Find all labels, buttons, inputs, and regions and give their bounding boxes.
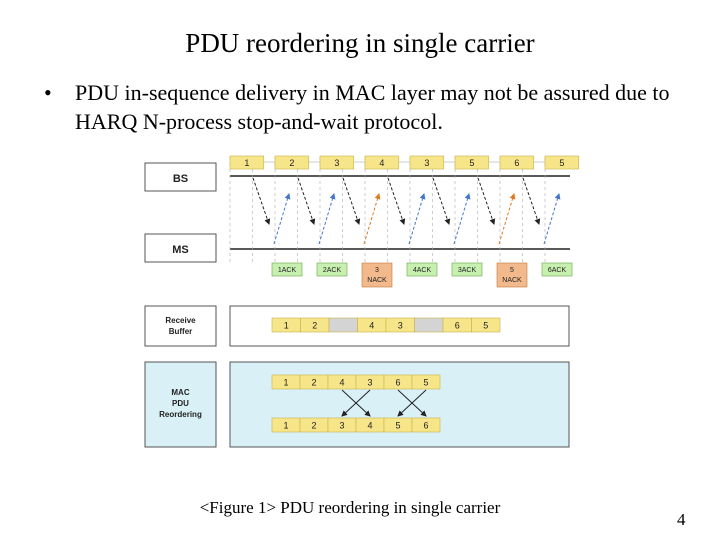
ack-label: 2ACK	[322, 267, 342, 274]
buffer-empty-cell	[415, 318, 444, 332]
nack-label: 3	[375, 267, 379, 274]
nack-arrow	[499, 194, 514, 244]
buffer-cell-label: 1	[283, 320, 289, 331]
reorder-before-label: 1	[283, 377, 289, 388]
buffer-cell-label: 3	[397, 320, 403, 331]
data-arrow	[253, 178, 269, 224]
data-arrow	[478, 178, 494, 224]
reorder-after-label: 2	[311, 420, 317, 431]
receive-buffer-label: Buffer	[168, 327, 193, 336]
bullet-text: PDU in-sequence delivery in MAC layer may not be assured due to HARQ N-process stop-and-wait protocol.	[75, 80, 670, 134]
nack-label: 5	[510, 267, 514, 274]
ack-arrow	[319, 194, 334, 244]
buffer-cell-label: 6	[454, 320, 460, 331]
ack-arrow	[409, 194, 424, 244]
tx-pdu-label: 3	[424, 158, 430, 168]
reorder-after-label: 4	[367, 420, 373, 431]
receive-buffer-label-box	[145, 306, 216, 346]
ack-arrow	[274, 194, 289, 244]
slide-title: PDU reordering in single carrier	[185, 28, 535, 58]
reorder-after-label: 1	[283, 420, 289, 431]
reordering-label: MAC	[171, 388, 190, 397]
tx-pdu-label: 2	[289, 158, 295, 168]
ack-arrow	[454, 194, 469, 244]
reorder-after-label: 3	[339, 420, 345, 431]
page-number: 4	[677, 510, 686, 529]
buffer-cell-label: 4	[369, 320, 375, 331]
reorder-before-label: 6	[395, 377, 401, 388]
ack-label: 3ACK	[457, 267, 477, 274]
tx-pdu-label: 3	[334, 158, 340, 168]
data-arrow	[343, 178, 359, 224]
ack-label: 6ACK	[547, 267, 567, 274]
ack-label: 1ACK	[277, 267, 297, 274]
nack-arrow	[364, 194, 379, 244]
nack-label: NACK	[502, 277, 522, 284]
tx-pdu-label: 1	[244, 158, 250, 168]
bullet-marker: •	[44, 80, 52, 105]
buffer-empty-cell	[329, 318, 358, 332]
tx-pdu-label: 5	[469, 158, 475, 168]
reorder-before-label: 2	[311, 377, 317, 388]
reorder-before-label: 4	[339, 377, 345, 388]
tx-pdu-label: 5	[559, 158, 565, 168]
reorder-after-label: 6	[423, 420, 429, 431]
buffer-cell-label: 2	[312, 320, 318, 331]
nack-label: NACK	[367, 277, 387, 284]
reorder-after-label: 5	[395, 420, 401, 431]
buffer-cell-label: 5	[483, 320, 489, 331]
bs-label: BS	[172, 173, 189, 185]
reorder-before-label: 3	[367, 377, 373, 388]
tx-pdu-label: 6	[514, 158, 520, 168]
tx-pdu-label: 4	[379, 158, 385, 168]
reordering-label: PDU	[172, 399, 189, 408]
ms-label: MS	[172, 244, 189, 256]
data-arrow	[433, 178, 449, 224]
receive-buffer-label: Receive	[165, 316, 196, 325]
reorder-before-label: 5	[423, 377, 429, 388]
data-arrow	[298, 178, 314, 224]
data-arrow	[523, 178, 539, 224]
figure-caption: <Figure 1> PDU reordering in single carrier	[199, 498, 501, 517]
ack-arrow	[544, 194, 559, 244]
reordering-label: Reordering	[159, 410, 202, 419]
ack-label: 4ACK	[412, 267, 432, 274]
data-arrow	[388, 178, 404, 224]
